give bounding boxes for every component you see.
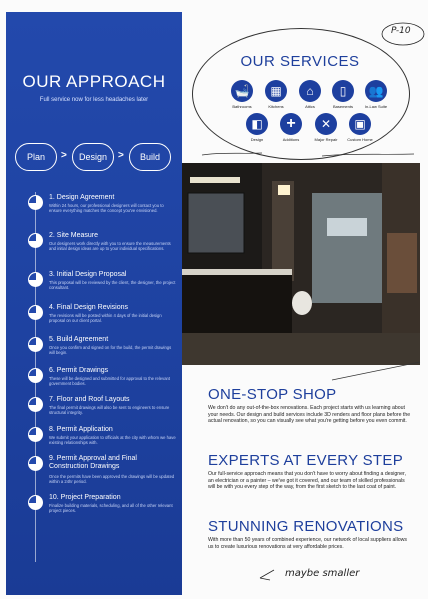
bathroom-photo: [182, 163, 420, 365]
step-desc: These will be designed and submitted for approval to the relevant government bodies.: [49, 376, 171, 386]
step-desc: The final permit drawings will also be sent to engineers to ensure structural integrity.: [49, 405, 170, 415]
design-pill: Design: [72, 143, 114, 171]
section-body: Our full-service approach means that you don't have to worry about finding a designer, an electrician or a painter – we've got it covered, and our team of skilled professionals will be with you every step of the way, from the first sketch to the last coat of paint.: [208, 471, 406, 491]
step-name: 8. Permit Application: [49, 426, 113, 433]
service-label: Additions: [282, 137, 300, 142]
progress-dot-icon: [28, 337, 43, 352]
bathtub-icon: 🛁: [231, 80, 253, 102]
step-desc: The revisions will be posted within 4 days of the initial design proposal on our client portal.: [49, 313, 162, 323]
step-desc: Once you confirm and signed on for the build, the permit drawings will begin.: [49, 345, 172, 355]
blueprint-icon: ▣: [349, 113, 371, 135]
corner-note: P-10: [391, 26, 411, 36]
plan-pill: Plan: [15, 143, 57, 171]
service-label: Attics: [305, 104, 315, 109]
pen-mark-arc: [182, 360, 428, 384]
chevron-right-icon: >: [61, 150, 67, 161]
people-icon: 👥: [365, 80, 387, 102]
chevron-right-icon: >: [118, 150, 124, 161]
approach-title: OUR APPROACH: [22, 72, 166, 91]
step-name: 10. Project Preparation: [49, 494, 121, 501]
service-in-law-suite: [354, 80, 398, 109]
bathroom-photo-image: [182, 163, 420, 365]
service-label: Custom Home: [347, 137, 373, 142]
section-body: With more than 50 years of combined experience, our network of local suppliers allows us to create luxurious renovations at very affordable prices.: [208, 537, 407, 550]
service-label: Kitchens: [268, 104, 284, 109]
approach-subtitle: Full service now for less headaches later: [39, 97, 149, 103]
stove-icon: ▦: [265, 80, 287, 102]
step-name: 6. Permit Drawings: [49, 367, 109, 374]
step-desc: Finalize building materials, scheduling, and all of the other relevant project pieces.: [49, 503, 173, 513]
progress-dot-icon: [28, 272, 43, 287]
tools-icon: ✕: [315, 113, 337, 135]
progress-dot-icon: [28, 456, 43, 471]
services-title: OUR SERVICES: [240, 53, 360, 70]
progress-dot-icon: [28, 397, 43, 412]
service-label: In-Law Suite: [364, 104, 388, 109]
step-name: 3. Initial Design Proposal: [49, 271, 127, 278]
step-name: 2. Site Measure: [49, 232, 99, 239]
step-desc: Once the permits have been approved the drawings will be updated within a 24hr period.: [49, 474, 175, 484]
build-pill: Build: [129, 143, 171, 171]
service-label: Basements: [332, 104, 353, 109]
step-name: 1. Design Agreement: [49, 194, 115, 201]
step-desc: Within 24 hours, our professional designers will contact you to ensure everything matches the concept you've envisioned.: [49, 203, 164, 213]
service-label: Design: [250, 137, 264, 142]
section-heading: ONE-STOP SHOP: [208, 386, 337, 403]
section-heading: EXPERTS AT EVERY STEP: [208, 452, 403, 469]
progress-dot-icon: [28, 427, 43, 442]
step-name: 7. Floor and Roof Layouts: [49, 396, 130, 403]
progress-dot-icon: [28, 368, 43, 383]
plus-icon: +: [280, 113, 302, 135]
step-desc: Our designers work directly with you to ensure the measurements and initial design ideas are up to your individual specifications.: [49, 241, 171, 251]
step-desc: We submit your application to officials at the city with whom we have existing relationships with.: [49, 435, 176, 445]
progress-dot-icon: [28, 495, 43, 510]
service-label: Bathrooms: [232, 104, 252, 109]
section-body: We don't do any out-of-the-box renovations. Each project starts with us learning about your needs. Our design and build services include 3D renders and floor plans before the actual renovation, so you can visually see what you're getting before you even commit.: [208, 405, 411, 425]
step-name: 4. Final Design Revisions: [49, 304, 128, 311]
step-name: 9. Permit Approval and Final Construction Drawings: [49, 455, 137, 470]
service-custom-home: [338, 113, 382, 142]
progress-dot-icon: [28, 305, 43, 320]
section-heading: STUNNING RENOVATIONS: [208, 518, 404, 535]
service-label: Major Repair: [314, 137, 338, 142]
door-icon: ▯: [332, 80, 354, 102]
step-name: 5. Build Agreement: [49, 336, 109, 343]
progress-dot-icon: [28, 195, 43, 210]
bottom-note: maybe smaller: [285, 568, 360, 579]
swatches-icon: ◧: [246, 113, 268, 135]
progress-dot-icon: [28, 233, 43, 248]
step-desc: This proposal will be reviewed by the client, the designer, the project consultant.: [49, 280, 176, 290]
house-icon: ⌂: [299, 80, 321, 102]
approach-panel: [6, 12, 182, 595]
